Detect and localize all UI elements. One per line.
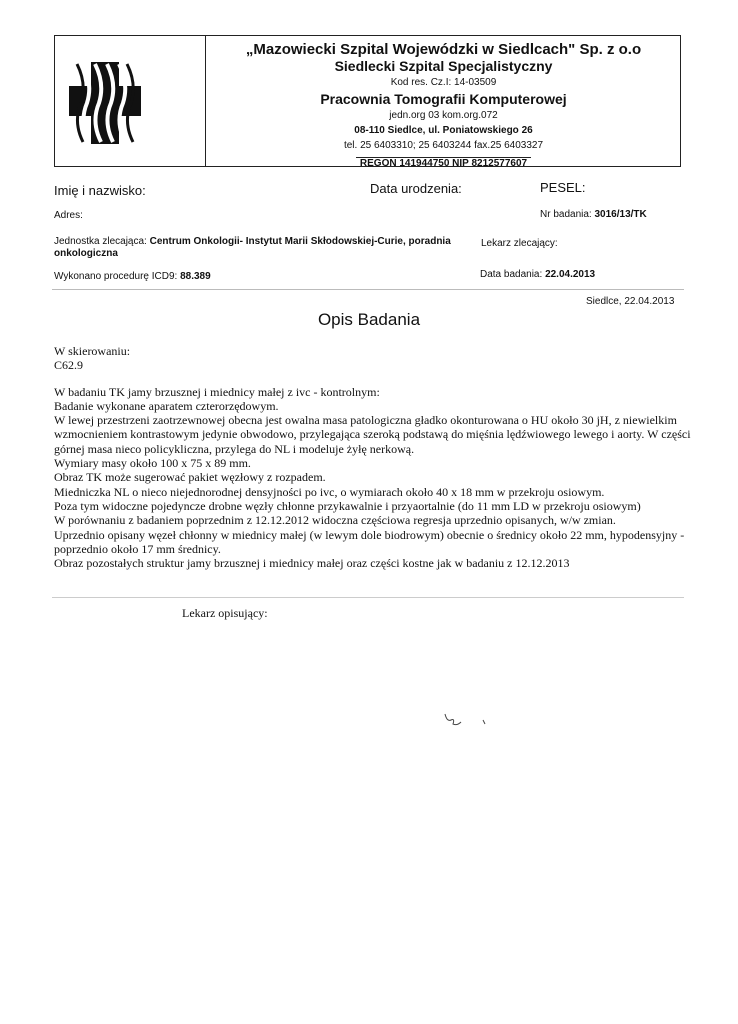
referral-code: C62.9 xyxy=(54,358,84,373)
dob-label: Data urodzenia: xyxy=(370,181,462,196)
name-label: Imię i nazwisko: xyxy=(54,183,146,198)
regon-nip: REGON 141944750 NIP 8212577607 xyxy=(356,157,531,169)
description-line: W lewej przestrzeni zaotrzewnowej obecna jest owalna masa patologiczna gładko okonturowana o HU około 30 jH, z niewielkim wzmocnieniem kontrastowym jedynie obwodowo, przylegająca szeroką podstawą do mięśnia lędźwiowego lewego i aorty. W części górnej masa nieco policykliczna, przylega do NL i modeluje żyłę nerkową. xyxy=(54,413,691,456)
description-line: Uprzednio opisany węzeł chłonny w miednicy małej (w lewym dole biodrowym) obecnie o średnicy około 22 mm, hypodensyjny - poprzednio około 17 mm średnicy. xyxy=(54,527,685,556)
description-line: Obraz TK może sugerować pakiet węzłowy z rozpadem. xyxy=(54,470,326,485)
procedure xyxy=(54,271,211,282)
signature-mark xyxy=(443,710,493,735)
exam-date-value: 22.04.2013 xyxy=(545,269,596,280)
hospital-address: 08-110 Siedlce, ul. Poniatowskiego 26 xyxy=(354,125,533,136)
description-line: Badanie wykonane aparatem czterorzędowym. xyxy=(54,398,279,413)
header-box xyxy=(54,35,681,167)
exam-date-label: Data badania: xyxy=(480,269,543,280)
document-title: Opis Badania xyxy=(317,310,421,329)
report-body xyxy=(54,344,694,570)
hospital-code: Kod res. Cz.I: 14-03509 xyxy=(390,77,497,88)
procedure-label: Wykonano procedurę ICD9: xyxy=(54,271,178,282)
exam-number-label: Nr badania: xyxy=(540,209,592,220)
description-line: W porównaniu z badaniem poprzednim z 12.12.2012 widoczna częściowa regresja uprzednio opisanych, w/w zmian. xyxy=(54,513,616,528)
pesel-label: PESEL: xyxy=(540,180,586,195)
hospital-phones: tel. 25 6403310; 25 6403244 fax.25 6403327 xyxy=(343,140,544,151)
procedure-code: 88.389 xyxy=(180,271,211,282)
description-line: W badaniu TK jamy brzusznej i miednicy małej z ivc - kontrolnym: xyxy=(54,384,380,399)
divider-line xyxy=(52,289,684,290)
ordering-doctor-label: Lekarz zlecający: xyxy=(481,238,558,249)
ordering-unit xyxy=(54,236,464,260)
exam-number-value: 3016/13/TK xyxy=(594,209,647,220)
exam-number xyxy=(540,209,647,220)
referral-label: W skierowaniu: xyxy=(54,344,131,358)
description-line: Wymiary masy około 100 x 75 x 89 mm. xyxy=(54,456,251,471)
ordering-unit-label: Jednostka zlecająca: xyxy=(54,236,147,247)
exam-date xyxy=(480,269,595,280)
address-label: Adres: xyxy=(54,210,83,221)
ordering-unit-value: Centrum Onkologii- Instytut Marii Skłodowskiej-Curie, poradnia onkologiczna xyxy=(54,236,451,259)
hospital-subname: Siedlecki Szpital Specjalistyczny xyxy=(334,58,553,74)
hospital-logo-icon xyxy=(65,58,145,153)
description-line: Poza tym widoczne pojedyncze drobne węzły chłonne przykawalnie i przyaortalnie (do 11 mm LD w przekroju osiowym) xyxy=(54,498,641,513)
description-line: Obraz pozostałych struktur jamy brzusznej i miednicy małej oraz części kostne jak w badaniu z 12.12.2013 xyxy=(54,556,570,571)
divider-line xyxy=(52,597,684,598)
description-line: Miedniczka NL o nieco niejednorodnej densyjności po ivc, o wymiarach około 40 x 18 mm w przekroju osiowym. xyxy=(54,484,605,499)
department-name: Pracownia Tomografii Komputerowej xyxy=(320,91,567,107)
place-date: Siedlce, 22.04.2013 xyxy=(586,296,675,307)
hospital-name: „Mazowiecki Szpital Wojewódzki w Siedlcach" Sp. z o.o xyxy=(245,41,642,58)
signature-label: Lekarz opisujący: xyxy=(182,606,268,620)
unit-code: jedn.org 03 kom.org.072 xyxy=(389,110,498,121)
